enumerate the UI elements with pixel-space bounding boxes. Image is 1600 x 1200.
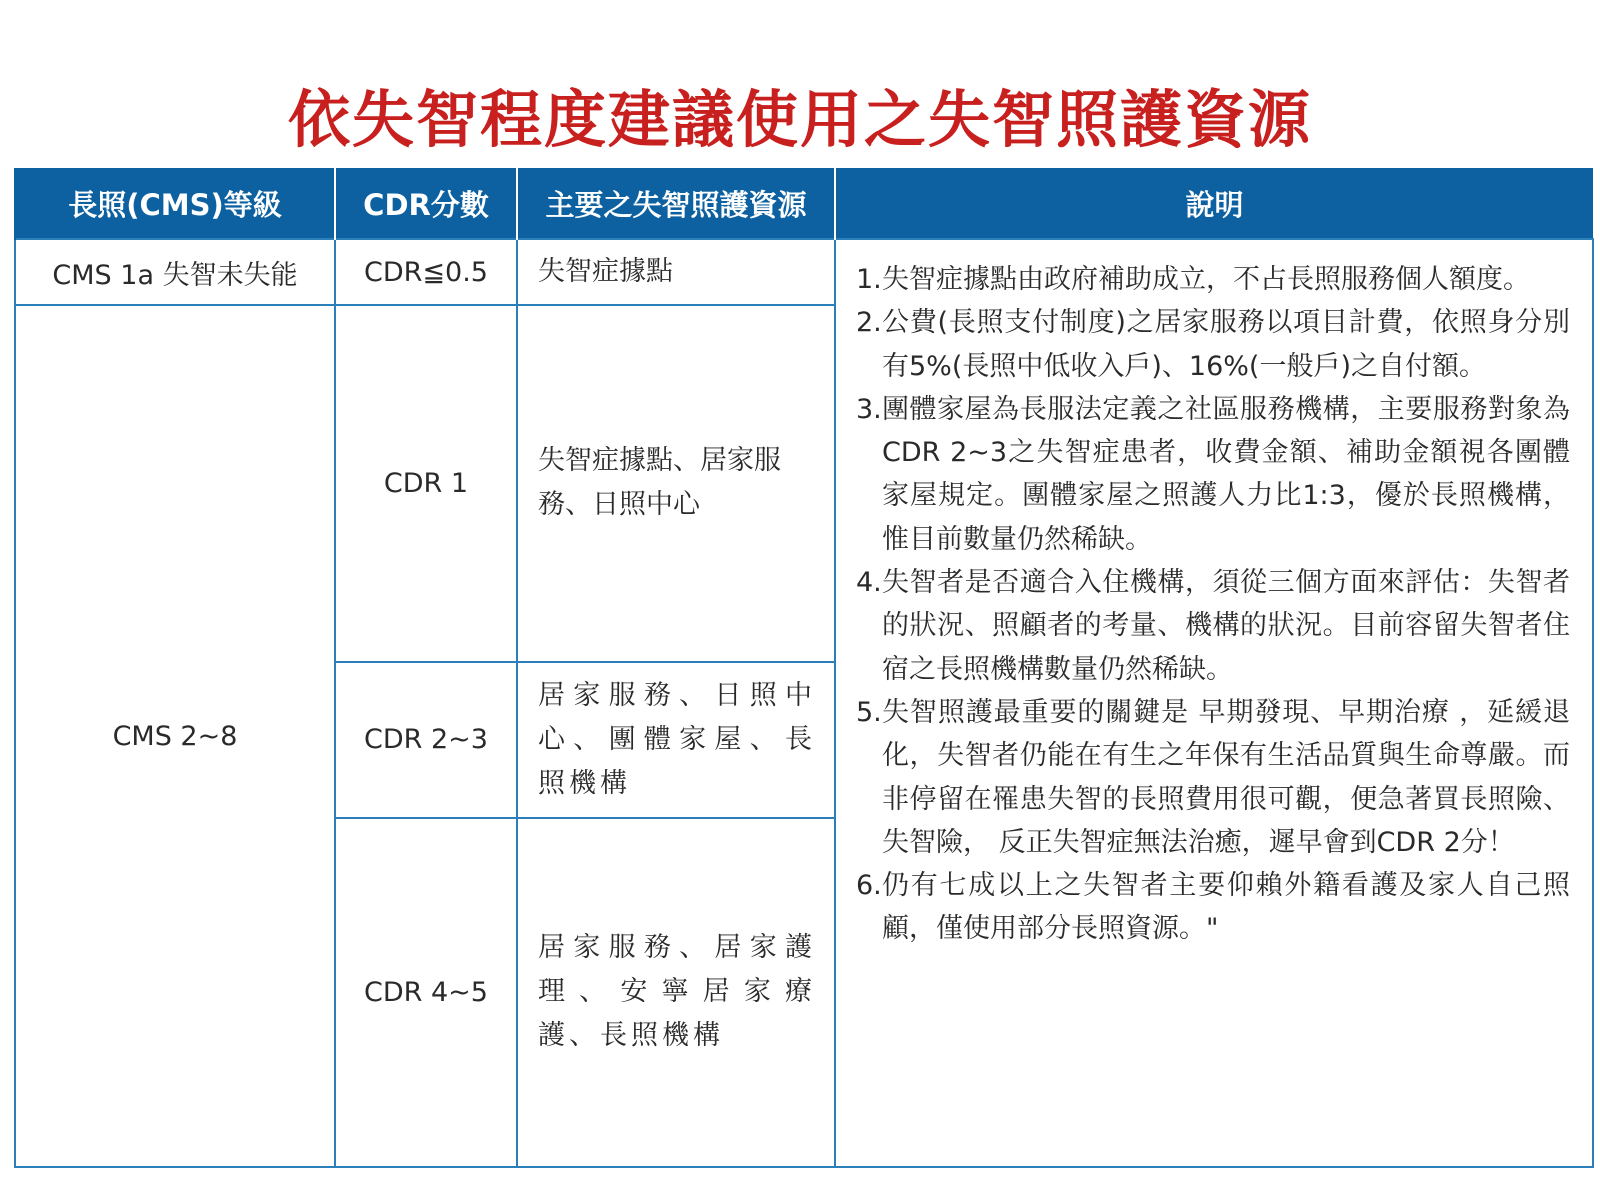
header-cms-level: 長照(CMS)等級	[15, 168, 335, 239]
item-number: 6.	[856, 870, 882, 902]
item-text: 團體家屋為長服法定義之社區服務機構，主要服務對象為CDR 2~3之失智症患者，收費金額、補助金額視各團體家屋規定。團體家屋之照護人力比1:3，優於長照機構，惟目前數量仍然稀缺。	[882, 393, 1570, 555]
item-text: 失智者是否適合入住機構，須從三個方面來評估：失智者的狀況、照顧者的考量、機構的狀況。目前容留失智者住宿之長照機構數量仍然稀缺。	[882, 567, 1570, 685]
description-item	[856, 388, 1570, 561]
description-item	[856, 864, 1570, 951]
header-description: 說明	[835, 168, 1593, 239]
item-text: 失智症據點由政府補助成立，不占長照服務個人額度。	[882, 264, 1530, 295]
item-text: 仍有七成以上之失智者主要仰賴外籍看護及家人自己照顧，僅使用部分長照資源。"	[882, 870, 1570, 945]
cdr-score-cell: CDR 2~3	[335, 662, 517, 818]
header-cdr-score: CDR分數	[335, 168, 517, 239]
description-item	[856, 561, 1570, 691]
care-resource-table	[14, 168, 1594, 1168]
item-text: 失智照護最重要的關鍵是 早期發現、早期治療 ，延緩退化，失智者仍能在有生之年保有生活品質與生命尊嚴。而非停留在罹患失智的長照費用很可觀，便急著買長照險、失智險， 反正失智症無法治癒，遲早會到CDR 2分！	[882, 696, 1570, 858]
care-resource-cell: 失智症據點	[517, 239, 835, 305]
cdr-score-cell: CDR 4~5	[335, 818, 517, 1167]
table-header-row	[15, 168, 1593, 239]
item-number: 4.	[856, 567, 882, 599]
item-number: 2.	[856, 307, 882, 339]
item-number: 3.	[856, 393, 882, 425]
description-item	[856, 691, 1570, 864]
care-resource-cell: 失智症據點、居家服務、日照中心	[517, 305, 835, 662]
care-resource-cell: 居家服務、居家護理、安寧居家療護、長照機構	[517, 818, 835, 1167]
cms-level-cell: CMS 1a 失智未失能	[15, 239, 335, 305]
item-number: 5.	[856, 696, 882, 728]
cdr-score-cell: CDR≦0.5	[335, 239, 517, 305]
description-item	[856, 301, 1570, 388]
item-text: 公費(長照支付制度)之居家服務以項目計費，依照身分別有5%(長照中低收入戶)、16%(一般戶)之自付額。	[882, 307, 1570, 382]
cdr-score-cell: CDR 1	[335, 305, 517, 662]
table-row	[15, 239, 1593, 305]
description-item	[856, 258, 1570, 301]
care-resource-cell: 居家服務、日照中心、團體家屋、長照機構	[517, 662, 835, 818]
page-title: 依失智程度建議使用之失智照護資源	[287, 83, 1312, 156]
cms-level-cell: CMS 2~8	[15, 305, 335, 1167]
description-list	[856, 258, 1570, 951]
header-care-resource: 主要之失智照護資源	[517, 168, 835, 239]
item-number: 1.	[856, 264, 882, 295]
description-cell	[835, 239, 1593, 1167]
